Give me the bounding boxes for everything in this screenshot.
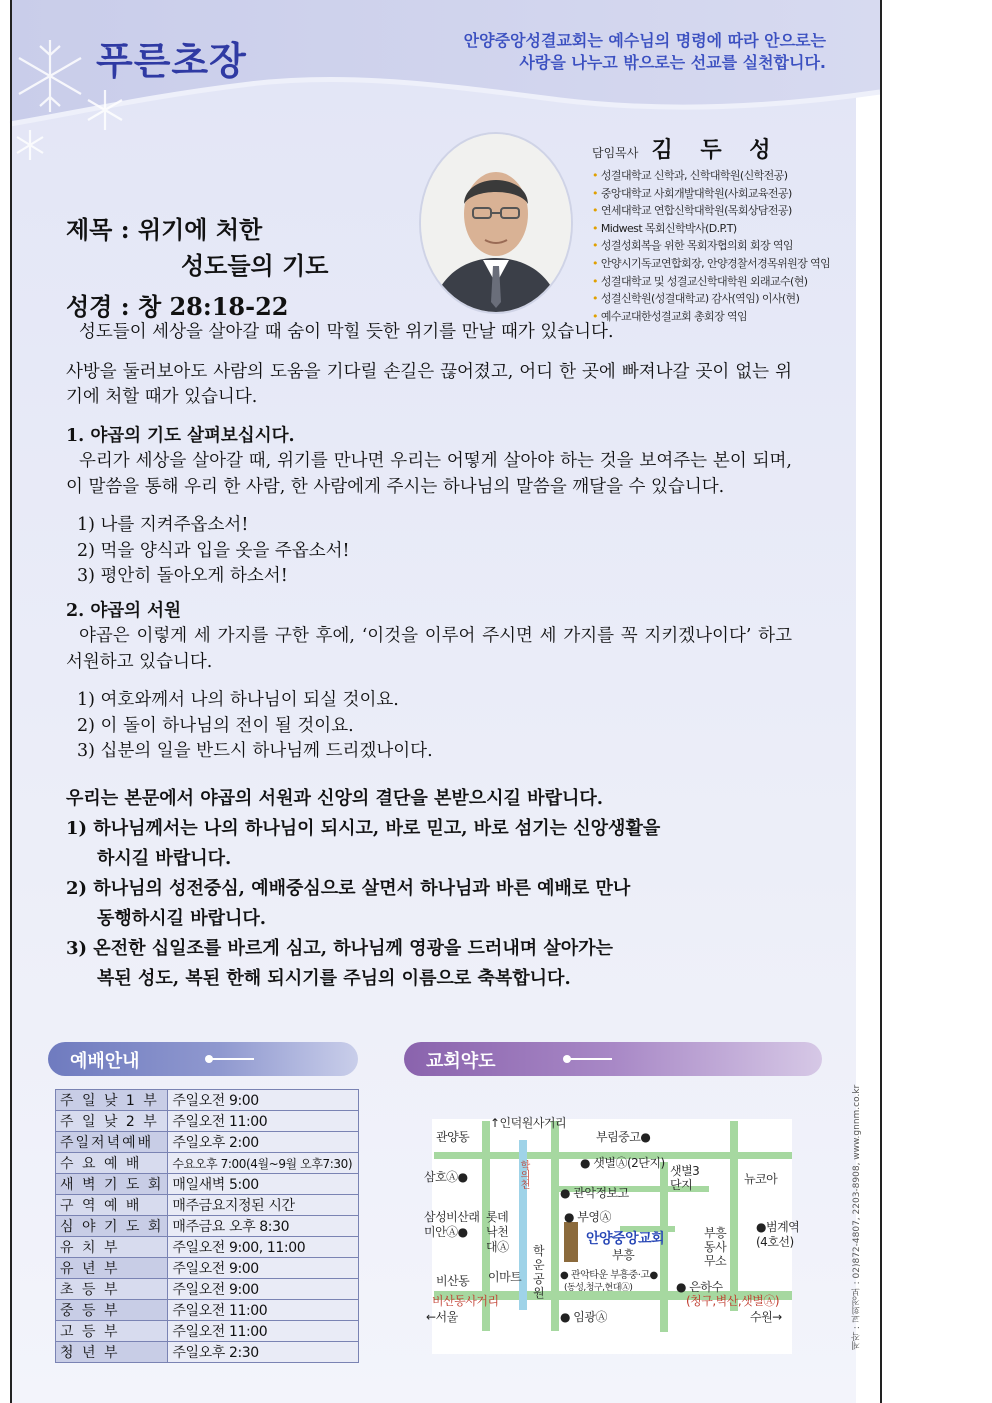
conclusion-item [66, 814, 792, 874]
service-name: 청 년 부 [56, 1342, 168, 1363]
list-item: 2) 먹을 양식과 입을 옷을 주옵소서! [77, 540, 350, 561]
credential-item: • 중앙대학교 사회개발대학원(사회교육전공) [592, 185, 852, 203]
service-name: 유 년 부 [56, 1258, 168, 1279]
map-label: ● 샛별Ⓐ(2단지) [580, 1156, 665, 1170]
credential-item: • 연세대학교 연합신학대학원(목회상담전공) [592, 202, 852, 220]
map-label: 삼호Ⓐ● [424, 1170, 468, 1184]
map-label: ↑인덕원사거리 [490, 1116, 567, 1130]
service-name: 수 요 예 배 [56, 1153, 168, 1174]
service-name: 구 역 예 배 [56, 1195, 168, 1216]
conclusion-line: 3) 온전한 십일조를 바르게 심고, 하나님께 영광을 드러내며 살아가는 [66, 937, 613, 959]
map-label: ● 은하수 [676, 1280, 723, 1294]
service-time: 매일새벽 5:00 [168, 1174, 359, 1195]
service-time: 주일오후 2:00 [168, 1132, 359, 1153]
pastor-name: 김 두 성 [651, 138, 781, 163]
list-item: 2) 이 돌이 하나님의 전이 될 것이요. [77, 715, 354, 736]
map-label: 수원→ [750, 1310, 782, 1324]
service-time: 수요오후 7:00(4월~9월 오후7:30) [168, 1153, 359, 1174]
table-row [56, 1153, 359, 1174]
church-map [414, 1106, 810, 1338]
map-heading: 교회약도 [426, 1051, 496, 1072]
service-name: 주일저녁예배 [56, 1132, 168, 1153]
service-name: 고 등 부 [56, 1321, 168, 1342]
intro-paragraph: 사방을 둘러보아도 사람의 도움을 기다릴 손길은 끊어졌고, 어디 한 곳에 빠져나갈 곳이 없는 위기에 처할 때가 있습니다. [66, 361, 792, 407]
conclusion-item [66, 874, 792, 934]
church-motto [464, 30, 826, 74]
map-label: ● 관악타운 부흥중·고● [560, 1270, 658, 1281]
right-border [880, 0, 882, 1403]
map-label: 학운공원 [533, 1244, 545, 1300]
worship-schedule-table [55, 1089, 359, 1363]
pastor-title: 담임목사 [592, 146, 639, 160]
section-paragraph: 야곱은 이렇게 세 가지를 구한 후에, ‘이것을 이루어 주시면 세 가지를 꼭 지키겠나이다’ 하고 서원하고 있습니다. [66, 626, 792, 672]
table-row [56, 1174, 359, 1195]
credential-item: • 안양시기독교연합회장, 안양경찰서경목위원장 역임 [592, 255, 852, 273]
service-name: 주 일 낮 2 부 [56, 1111, 168, 1132]
pointer-icon [566, 1058, 612, 1060]
section-heading: 1. 야곱의 기도 살펴보십시다. [66, 425, 295, 446]
map-label: (동성,청구,현대Ⓐ) [564, 1283, 633, 1293]
table-row [56, 1216, 359, 1237]
conclusion-line: 2) 하나님의 성전중심, 예배중심으로 살면서 하나님과 바른 예배로 만나 [66, 877, 631, 899]
worship-section-bar [48, 1042, 358, 1076]
section-heading: 2. 야곱의 서원 [66, 600, 181, 621]
sermon-title-line: 성도들의 기도 [181, 251, 329, 280]
bulletin-brand: 푸른초장 [96, 39, 247, 83]
service-time: 주일오전 11:00 [168, 1111, 359, 1132]
conclusion-line: 하시길 바랍니다. [97, 847, 232, 869]
service-name: 초 등 부 [56, 1279, 168, 1300]
list-item: 3) 평안히 돌아오게 하소서! [77, 566, 288, 586]
map-section-bar [404, 1042, 822, 1076]
service-time: 주일오전 9:00 [168, 1279, 359, 1300]
worship-heading: 예배안내 [70, 1051, 140, 1072]
pastor-photo [421, 134, 571, 312]
publisher-contact: 제작 : 교회정보 : 02)872-4807, 2203-8908, www.gnnm.co.kr [852, 1084, 862, 1350]
sermon-title [66, 212, 328, 284]
pastor-profile [592, 133, 852, 325]
service-time: 매주금요 오후 8:30 [168, 1216, 359, 1237]
left-border [10, 0, 12, 1403]
map-label: 샛별3단지 [670, 1164, 700, 1192]
map-label: 비산동 [436, 1274, 470, 1288]
service-name: 유 치 부 [56, 1237, 168, 1258]
map-label: 이마트 [488, 1270, 522, 1284]
map-label: ●범계역(4호선) [756, 1220, 800, 1249]
intro-paragraph: 성도들이 세상을 살아갈 때 숨이 막힐 듯한 위기를 만날 때가 있습니다. [79, 322, 614, 342]
conclusion-item [66, 934, 792, 994]
table-row [56, 1111, 359, 1132]
service-time: 주일오전 11:00 [168, 1300, 359, 1321]
service-name: 중 등 부 [56, 1300, 168, 1321]
conclusion [66, 784, 792, 994]
table-row [56, 1342, 359, 1363]
table-row [56, 1090, 359, 1111]
pointer-icon [208, 1058, 254, 1060]
service-time: 주일오전 11:00 [168, 1321, 359, 1342]
service-time: 주일오후 2:30 [168, 1342, 359, 1363]
service-time: 주일오전 9:00, 11:00 [168, 1237, 359, 1258]
pastor-credentials [592, 167, 852, 325]
service-name: 주 일 낮 1 부 [56, 1090, 168, 1111]
map-label: 부흥 [612, 1248, 635, 1262]
service-time: 주일오전 9:00 [168, 1090, 359, 1111]
credential-item: • 성결대학교 및 성결교신학대학원 외래교수(현) [592, 273, 852, 291]
sermon-scripture: 성경 : 창 28:18-22 [66, 292, 289, 321]
vow-list [66, 688, 792, 765]
section-paragraph: 우리가 세상을 살아갈 때, 위기를 만나면 우리는 어떻게 살아야 하는 것을 보여주는 본이 되며, 이 말씀을 통해 우리 한 사람, 한 사람에게 주시는 하나님의 말씀을 깨달을 수 있습니다. [66, 451, 792, 497]
map-label: 비산동사거리 [432, 1294, 499, 1308]
map-label: (청구,벽산,샛별Ⓐ) [686, 1294, 780, 1308]
list-item: 1) 나를 지켜주옵소서! [77, 515, 249, 535]
credential-item: • 성결대학교 신학과, 신학대학원(신학전공) [592, 167, 852, 185]
conclusion-line: 복된 성도, 복된 한해 되시기를 주님의 이름으로 축복합니다. [97, 967, 571, 989]
conclusion-intro: 우리는 본문에서 야곱의 서원과 신앙의 결단을 본받으시길 바랍니다. [66, 787, 603, 809]
map-label: ● 임광Ⓐ [560, 1310, 607, 1324]
church-marker: 안양중앙교회 [586, 1231, 665, 1247]
conclusion-line: 1) 하나님께서는 나의 하나님이 되시고, 바로 믿고, 바로 섬기는 신앙생활을 [66, 817, 661, 839]
list-item: 3) 십분의 일을 반드시 하나님께 드리겠나이다. [77, 741, 433, 761]
credential-item: • 성결신학원(성결대학교) 감사(역임) 이사(현) [592, 290, 852, 308]
prayer-list [66, 513, 792, 590]
conclusion-line: 동행하시길 바랍니다. [97, 907, 267, 929]
sermon-body [66, 320, 792, 994]
table-row [56, 1237, 359, 1258]
map-label: ● 관악정보고 [560, 1186, 629, 1200]
map-label: 삼성비산래미안Ⓐ● [424, 1210, 480, 1239]
sermon-title-line: 제목 : 위기에 처한 [66, 215, 263, 244]
map-label: 롯데낙천대Ⓐ [486, 1210, 509, 1254]
motto-line: 사랑을 나누고 밖으로는 선교를 실천합니다. [519, 53, 826, 72]
service-time: 매주금요지정된 시간 [168, 1195, 359, 1216]
map-label: ←서울 [426, 1310, 458, 1324]
table-row [56, 1258, 359, 1279]
map-label: 관양동 [436, 1130, 470, 1144]
table-row [56, 1132, 359, 1153]
motto-line: 안양중앙성결교회는 예수님의 명령에 따라 안으로는 [463, 31, 826, 50]
map-label: 학의천 [518, 1160, 529, 1189]
table-row [56, 1279, 359, 1300]
map-label: ● 부영Ⓐ [564, 1210, 611, 1224]
credential-item: • 성결성회복을 위한 목회자협의회 회장 역임 [592, 237, 852, 255]
service-name: 심 야 기 도 회 [56, 1216, 168, 1237]
map-label: 뉴코아 [744, 1172, 778, 1186]
list-item: 1) 여호와께서 나의 하나님이 되실 것이요. [77, 690, 399, 710]
table-row [56, 1195, 359, 1216]
table-row [56, 1321, 359, 1342]
map-label: 부흥동사무소 [704, 1226, 727, 1268]
credential-item: • 예수교대한성결교회 총회장 역임 [592, 308, 852, 326]
map-label: 부림중고● [596, 1130, 651, 1144]
service-name: 새 벽 기 도 회 [56, 1174, 168, 1195]
credential-item: • Midwest 목회신학박사(D.P.T) [592, 220, 852, 238]
table-row [56, 1300, 359, 1321]
service-time: 주일오전 9:00 [168, 1258, 359, 1279]
pastor-portrait-icon [421, 134, 571, 312]
